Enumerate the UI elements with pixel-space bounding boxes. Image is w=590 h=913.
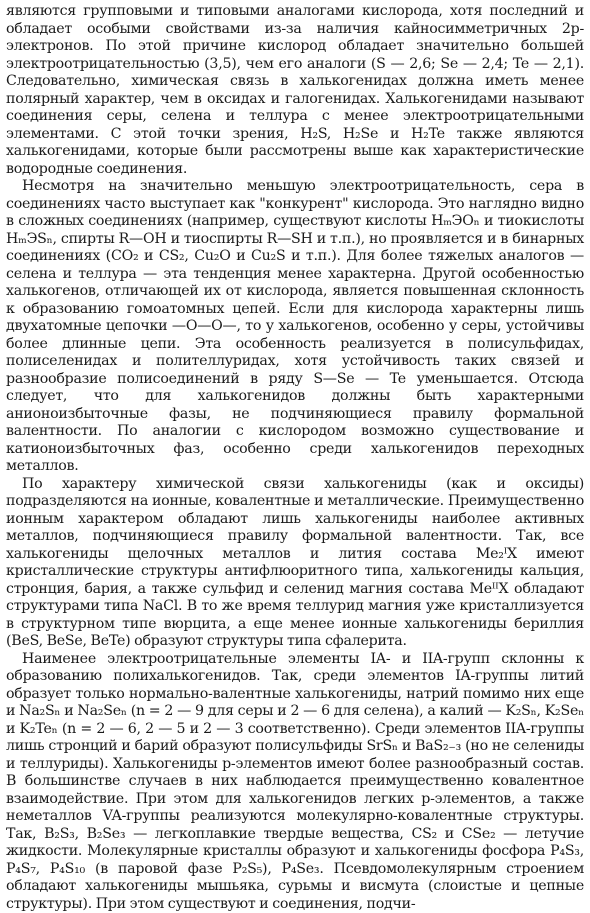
paragraph-polychalcogenides: Наименее электроотрицательные элементы IA- и IIA-групп склонны к образованию полихалькогенидов. Так, среди элементов IA-группы литий образует только нормально-валентные халькогениды, натрий помимо них еще и Na₂Sₙ и Na₂Seₙ (n = 2 — 9 для серы и 2 — 6 для селена), а калий — K₂Sₙ, K₂Seₙ и K₂Teₙ (n = 2 — 6, 2 — 5 и 2 — 3 соответственно). Среди элементов IIA-группы лишь стронций и барий образуют полисульфиды SrSₙ и BaS₂₋₃ (но не селениды и теллуриды). Халькогениды p-элементов имеют более разнообразный состав. В большинстве случаев в них наблюдается преимущественно ковалентное взаимодействие. При этом для халькогенидов легких p-элементов, а также неметаллов VA-группы реализуются молекулярно-ковалентные структуры. Так, B₂S₃, B₂Se₃ — легкоплавкие твердые вещества, CS₂ и CSe₂ — летучие жидкости. Молекулярные кристаллы образуют и халькогениды фосфора P₄S₃, P₄S₇, P₄S₁₀ (в паровой фазе P₂S₅), P₄Se₃. Псевдомолекулярным строением обладают халькогениды мышьяка, сурьмы и висмута (слоистые и цепные структуры). При этом существуют и соединения, подчи- xyxy=(6,651,584,913)
paragraph-sulfur-vs-oxygen: Несмотря на значительно меньшую электроотрицательность, сера в соединениях часто выступает как "конкурент" кислорода. Это наглядно видно в сложных соединениях (например, существуют кислоты HₘЭOₙ и тиокислоты HₘЭSₙ, спирты R—OH и тиоспирты R—SH и т.п.), но проявляется и в бинарных соединениях (CO₂ и CS₂, Cu₂O и Cu₂S и т.п.). Для более тяжелых аналогов — селена и теллура — эта тенденция менее характерна. Другой особенностью халькогенов, отличающей их от кислорода, является повышенная склонность к образованию гомоатомных цепей. Если для кислорода характерны лишь двухатомные цепочки —O—O—, то у халькогенов, особенно у серы, устойчивы более длинные цепи. Эта особенность реализуется в полисульфидах, полиселенидах и полителлуридах, хотя устойчивость таких связей и разнообразие полисоединений в ряду S—Se — Te уменьшается. Отсюда следует, что для халькогенидов должны быть характерными анионоизбыточные фазы, не подчиняющиеся правилу формальной валентности. По аналогии с кислородом возможно существование и катионоизбыточных фаз, особенно среди халькогенидов переходных металлов. xyxy=(6,178,584,476)
paragraph-chalcogen-definition: являются групповыми и типовыми аналогами кислорода, хотя последний и обладает особыми свойствами из-за наличия кайносимметричных 2p-электронов. По этой причине кислород обладает значительно большей электроотрицательностью (3,5), чем его аналоги (S — 2,6; Se — 2,4; Te — 2,1). Следовательно, химическая связь в халькогенидах должна иметь менее полярный характер, чем в оксидах и галогенидах. Халькогенидами называют соединения серы, селена и теллура с менее электроотрицательными элементами. С этой точки зрения, H₂S, H₂Se и H₂Te также являются халькогенидами, которые были рассмотрены выше как характеристические водородные соединения. xyxy=(6,3,584,178)
paragraph-bond-types: По характеру химической связи халькогениды (как и оксиды) подразделяются на ионные, ковалентные и металлические. Преимущественно ионным характером обладают лишь халькогениды наиболее активных металлов, подчиняющиеся правилу формальной валентности. Так, все халькогениды щелочных металлов и лития состава Me₂ᴵX имеют кристаллические структуры антифлюоритного типа, халькогениды кальция, стронция, бария, а также сульфид и селенид магния состава MeᴵᴵX обладают структурами типа NaCl. В то же время теллурид магния уже кристаллизуется в структурном типе вюрцита, а еще менее ионные халькогениды бериллия (BeS, BeSe, BeTe) образуют структуры типа сфалерита. xyxy=(6,476,584,651)
